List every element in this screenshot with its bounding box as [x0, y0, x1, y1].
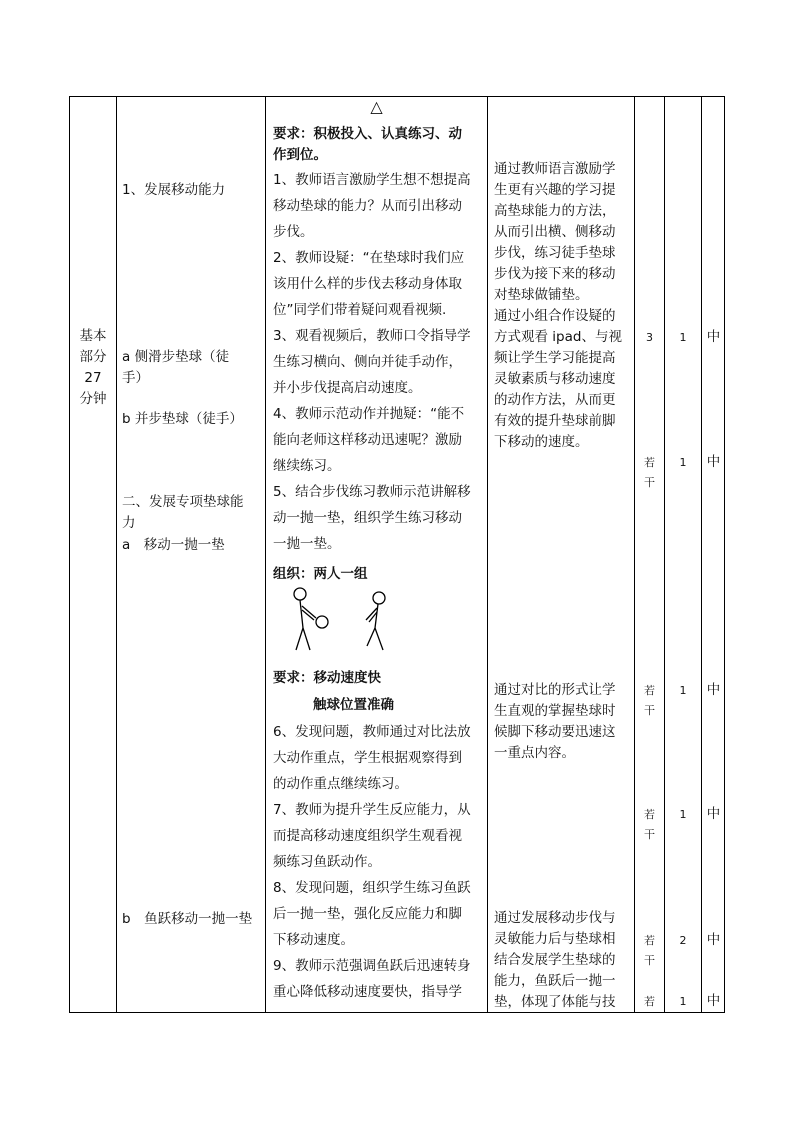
text-line: 的动作方法，从而更 [494, 392, 616, 408]
text-line: 5、结合步伐练习教师示范讲解移 [273, 484, 471, 500]
text-line: 的动作重点继续练习。 [273, 776, 408, 792]
requirement-heading: 要求：积极投入、认真练习、动 [273, 126, 462, 142]
intensity-value: 中 [706, 993, 721, 1009]
times-value: 干 [644, 476, 655, 489]
section-line: 27 [84, 370, 102, 386]
col-border [487, 96, 488, 1013]
text-line: 对垫球做铺垫。 [494, 287, 589, 303]
content-item: a 移动一抛一垫 [122, 537, 225, 553]
text-line: 而提高移动速度组织学生观看视 [273, 828, 462, 844]
col-border [69, 96, 70, 1013]
content-item: b 鱼跃移动一抛一垫 [122, 911, 253, 927]
intensity-value: 中 [706, 682, 721, 698]
section-line: 基本 [79, 328, 107, 344]
col-border [265, 96, 266, 1013]
text-line: 步伐。 [273, 224, 314, 240]
intensity-value: 中 [706, 806, 721, 822]
col-border [701, 96, 702, 1013]
text-line: 能力，鱼跃后一抛一 [494, 973, 616, 989]
sets-value: 1 [679, 808, 687, 821]
times-value: 干 [644, 704, 655, 717]
requirement-heading: 作到位。 [273, 147, 327, 163]
section-line: 部分 [79, 349, 107, 365]
text-line: 大动作重点，学生根据观察得到 [273, 750, 462, 766]
text-line: 高垫球能力的方法， [494, 203, 616, 219]
content-item: 手） [122, 370, 149, 386]
text-line: 候脚下移动要迅速这 [494, 724, 616, 740]
text-line: 灵敏能力后与垫球相 [494, 931, 616, 947]
text-line: 4、教师示范动作并抛疑：“能不 [273, 406, 465, 422]
text-line: 有效的提升垫球前脚 [494, 413, 616, 429]
text-line: 位”同学们带着疑问观看视频. [273, 302, 447, 318]
times-value: 若 [644, 808, 655, 821]
two-players-figure [283, 584, 393, 656]
content-item: b 并步垫球（徒手） [122, 411, 243, 427]
text-line: 频练习鱼跃动作。 [273, 854, 381, 870]
text-line: 6、发现问题，教师通过对比法放 [273, 724, 471, 740]
text-line: 结合发展学生垫球的 [494, 952, 616, 968]
sets-value: 1 [679, 684, 687, 697]
text-line: 9、教师示范强调鱼跃后迅速转身 [273, 958, 471, 974]
text-line: 一重点内容。 [494, 745, 575, 761]
text-line: 灵敏素质与移动速度 [494, 371, 616, 387]
sets-value: 2 [679, 934, 687, 947]
sets-value: 1 [679, 331, 687, 344]
text-line: 频让学生学习能提高 [494, 350, 616, 366]
intensity-value: 中 [706, 454, 721, 470]
text-line: 后一抛一垫，强化反应能力和脚 [273, 906, 462, 922]
content-item: 力 [122, 515, 136, 531]
content-item: 二、发展专项垫球能 [122, 494, 244, 510]
text-line: 8、发现问题，组织学生练习鱼跃 [273, 880, 471, 896]
text-line: 移动垫球的能力？从而引出移动 [273, 198, 462, 214]
times-value: 干 [644, 954, 655, 967]
intensity-value: 中 [706, 932, 721, 948]
table-bottom-border [69, 1012, 725, 1013]
text-line: 通过对比的形式让学 [494, 682, 616, 698]
text-line: 能向老师这样移动迅速呢？激励 [273, 432, 462, 448]
text-line: 生更有兴趣的学习提 [494, 182, 616, 198]
requirement-heading: 触球位置准确 [313, 697, 394, 713]
content-item: a 侧滑步垫球（徒 [122, 349, 230, 365]
text-line: 动一抛一垫，组织学生练习移动 [273, 510, 462, 526]
times-value: 干 [644, 828, 655, 841]
text-line: 1、教师语言激励学生想不想提高 [273, 172, 471, 188]
col-border [116, 96, 117, 1013]
text-line: 下移动的速度。 [494, 434, 589, 450]
times-value: 若 [644, 684, 655, 697]
intensity-value: 中 [706, 329, 721, 345]
sets-value: 1 [679, 456, 687, 469]
text-line: 该用什么样的步伐去移动身体取 [273, 276, 462, 292]
times-value: 若 [644, 995, 655, 1008]
text-line: 重心降低移动速度要快，指导学 [273, 984, 462, 1000]
organization-heading: 组织：两人一组 [273, 566, 368, 582]
text-line: 生直观的掌握垫球时 [494, 703, 616, 719]
times-value: 若 [644, 934, 655, 947]
col-border [724, 96, 725, 1013]
text-line: 方式观看 ipad、与视 [494, 329, 622, 345]
text-line: 并小步伐提高启动速度。 [273, 380, 422, 396]
text-line: 通过教师语言激励学 [494, 161, 616, 177]
content-item: 1、发展移动能力 [122, 182, 226, 198]
text-line: 从而引出横、侧移动 [494, 224, 616, 240]
text-line: 通过小组合作设疑的 [494, 308, 616, 324]
text-line: 一抛一垫。 [273, 536, 341, 552]
times-value: 若 [644, 456, 655, 469]
sets-value: 1 [679, 995, 687, 1008]
text-line: 7、教师为提升学生反应能力，从 [273, 802, 471, 818]
triangle-marker: △ [370, 97, 383, 116]
text-line: 步伐，练习徒手垫球 [494, 245, 616, 261]
col-border [664, 96, 665, 1013]
text-line: 下移动速度。 [273, 932, 354, 948]
text-line: 生练习横向、侧向并徒手动作， [273, 354, 462, 370]
times-value: 3 [646, 331, 653, 344]
text-line: 垫，体现了体能与技 [494, 994, 616, 1010]
text-line: 继续练习。 [273, 458, 341, 474]
text-line: 通过发展移动步伐与 [494, 910, 616, 926]
text-line: 2、教师设疑：“在垫球时我们应 [273, 250, 465, 266]
text-line: 3、观看视频后，教师口令指导学 [273, 328, 471, 344]
col-border [634, 96, 635, 1013]
text-line: 步伐为接下来的移动 [494, 266, 616, 282]
section-line: 分钟 [79, 391, 107, 407]
requirement-heading: 要求：移动速度快 [273, 670, 381, 686]
